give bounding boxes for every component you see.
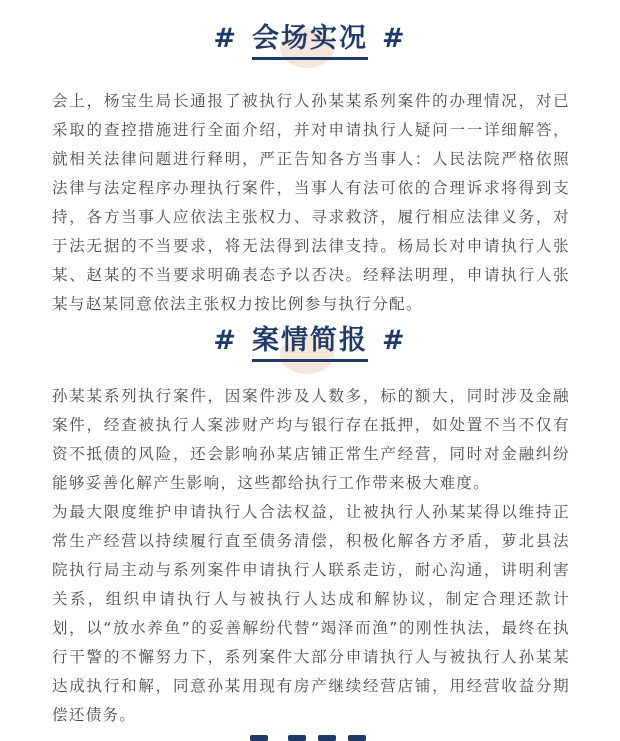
heading-hash-right: # bbox=[382, 325, 407, 356]
heading-hash-left: # bbox=[213, 23, 238, 54]
section-heading-case-brief bbox=[0, 312, 620, 376]
heading-title-venue: 会场实况 bbox=[252, 23, 368, 54]
paragraph-case-resolution: 为最大限度维护申请执行人合法权益，让被执行人孙某某得以维持正常生产经营以持续履行直至债务清偿，积极化解各方矛盾，萝北县法院执行局主动与系列案件申请执行人联系走访，耐心沟通，讲明利害关系，组织申请执行人与被执行人达成和解协议，制定合理还款计划，以“放水养鱼”的妥善解纷代替“竭泽而渔”的刚性执法，最终在执行干警的不懈努力下，系列案件大部分申请执行人与被执行人孙某某达成执行和解，同意孙某用现有房产继续经营店铺，用经营收益分期偿还债务。 bbox=[52, 503, 570, 724]
heading-hash-left: # bbox=[213, 325, 238, 356]
heading-underline bbox=[252, 57, 368, 60]
heading-hash-right: # bbox=[382, 23, 407, 54]
paragraph-case-overview: 孙某某系列执行案件，因案件涉及人数多，标的额大，同时涉及金融案件，经查被执行人案涉财产均与银行存在抵押，如处置不当不仅有资不抵债的风险，还会影响孙某店铺正常生产经营，同时对金融纠纷能够妥善化解产生影响，这些都给执行工作带来极大难度。 bbox=[52, 387, 570, 492]
heading-title-case-brief: 案情简报 bbox=[252, 325, 368, 356]
paragraph-venue: 会上，杨宝生局长通报了被执行人孙某某系列案件的办理情况，对已采取的查控措施进行全面介绍，并对申请执行人疑问一一详细解答，就相关法律问题进行释明，严正告知各方当事人：人民法院严格依照法律与法定程序办理执行案件，当事人有法可依的合理诉求将得到支持，各方当事人应依法主张权力、寻求救济，履行相应法律义务，对于法无据的不当要求，将无法得到法律支持。杨局长对申请执行人张某、赵某的不当要求明确表态予以否决。经释法明理，申请执行人张某与赵某同意依法主张权力按比例参与执行分配。 bbox=[52, 92, 570, 313]
section-heading-venue bbox=[0, 6, 620, 70]
heading-underline bbox=[252, 359, 368, 362]
next-heading-fragment bbox=[240, 731, 380, 741]
